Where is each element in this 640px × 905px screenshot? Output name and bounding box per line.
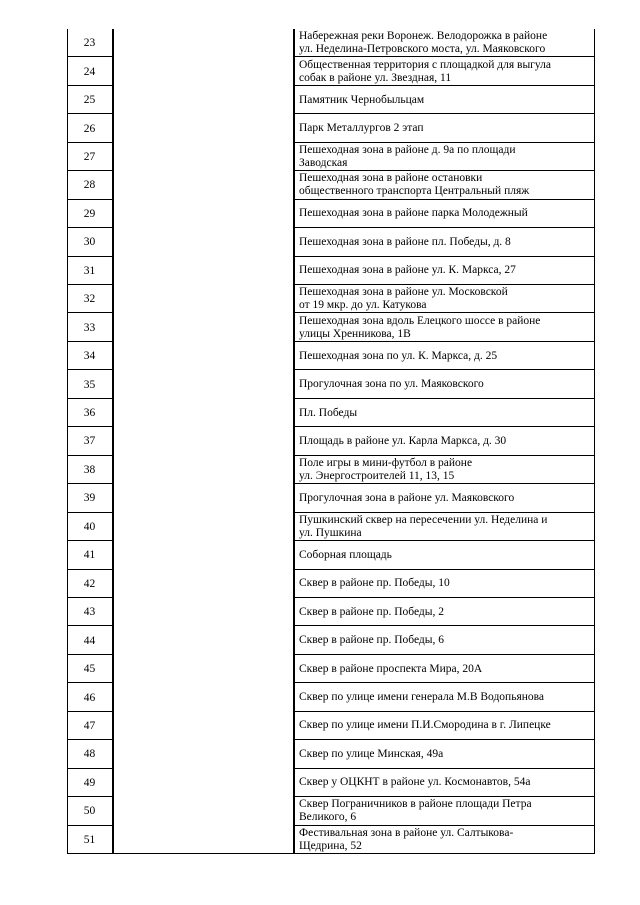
row-number: 30 — [83, 236, 96, 249]
territory-table — [67, 29, 595, 854]
row-number: 37 — [83, 435, 96, 448]
row-description: Фестивальная зона в районе ул. Салтыкова- Щедрина, 52 — [299, 826, 514, 852]
row-description: Поле игры в мини-футбол в районе ул. Энергостроителей 11, 13, 15 — [299, 456, 473, 482]
row-description: Сквер по улице Минская, 49а — [299, 747, 444, 760]
row-number: 50 — [83, 805, 96, 818]
table-row — [67, 769, 595, 797]
row-number: 29 — [83, 207, 96, 220]
table-row — [67, 513, 595, 541]
row-description: Сквер Пограничников в районе площади Петра Великого, 6 — [299, 798, 532, 824]
table-row — [67, 171, 595, 199]
row-description: Пешеходная зона в районе остановки общественного транспорта Центральный пляж — [299, 172, 530, 198]
row-number: 42 — [83, 577, 96, 590]
row-number: 33 — [83, 321, 96, 334]
row-description: Сквер в районе проспекта Мира, 20А — [299, 662, 483, 675]
table-row — [67, 484, 595, 512]
row-number: 43 — [83, 606, 96, 619]
row-description: Сквер в районе пр. Победы, 10 — [299, 577, 450, 590]
row-description: Соборная площадь — [299, 548, 392, 561]
row-number: 36 — [83, 407, 96, 420]
table-row — [67, 826, 595, 854]
row-number: 31 — [83, 264, 96, 277]
row-number: 39 — [83, 492, 96, 505]
row-number: 49 — [83, 776, 96, 789]
table-row — [67, 342, 595, 370]
table-row — [67, 143, 595, 171]
table-row — [67, 200, 595, 228]
row-number: 35 — [83, 378, 96, 391]
table-row — [67, 683, 595, 711]
row-description: Набережная реки Воронеж. Велодорожка в районе ул. Неделина-Петровского моста, ул. Маяковского — [299, 30, 548, 56]
row-divider — [293, 853, 595, 854]
row-number: 26 — [83, 122, 96, 135]
table-row — [67, 399, 595, 427]
row-description: Пушкинский сквер на пересечении ул. Неделина и ул. Пушкина — [299, 513, 548, 539]
row-number: 40 — [83, 520, 96, 533]
table-row — [67, 285, 595, 313]
row-description: Пешеходная зона в районе д. 9а по площади Заводская — [299, 144, 516, 169]
row-description: Сквер в районе пр. Победы, 2 — [299, 605, 444, 618]
row-number: 27 — [83, 151, 96, 163]
row-description: Сквер по улице имени генерала М.В Водопьянова — [299, 691, 545, 704]
row-number: 41 — [83, 549, 96, 562]
table-row — [67, 570, 595, 598]
row-number: 45 — [83, 663, 96, 676]
row-number: 46 — [83, 691, 96, 704]
table-row — [67, 257, 595, 285]
row-description: Пешеходная зона в районе ул. Московской от 19 мкр. до ул. Катукова — [299, 286, 508, 312]
table-row — [67, 114, 595, 142]
row-number: 24 — [83, 65, 96, 78]
row-number: 34 — [83, 350, 96, 363]
row-number: 48 — [83, 748, 96, 761]
table-row — [67, 86, 595, 114]
table-row — [67, 598, 595, 626]
table-row — [67, 797, 595, 825]
table-row — [67, 626, 595, 654]
table-row — [67, 456, 595, 484]
row-number: 23 — [83, 37, 96, 50]
row-number: 44 — [83, 634, 96, 647]
table-row — [67, 313, 595, 341]
row-divider — [67, 853, 112, 854]
table-row — [67, 712, 595, 740]
table-row — [67, 228, 595, 256]
row-description: Сквер у ОЦКНТ в районе ул. Космонавтов, 54а — [299, 776, 531, 789]
row-description: Прогулочная зона по ул. Маяковского — [299, 378, 484, 391]
row-description: Пешеходная зона вдоль Елецкого шоссе в районе улицы Хренникова, 1В — [299, 314, 541, 340]
table-row — [67, 427, 595, 455]
table-row — [67, 541, 595, 569]
row-number: 51 — [83, 833, 96, 846]
row-description: Прогулочная зона в районе ул. Маяковского — [299, 491, 515, 504]
table-row — [67, 740, 595, 768]
table-row — [67, 655, 595, 683]
table-row — [67, 57, 595, 85]
row-number: 47 — [83, 719, 96, 732]
row-description: Пл. Победы — [299, 406, 358, 419]
table-row — [67, 29, 595, 57]
row-number: 25 — [83, 94, 96, 107]
row-description: Площадь в районе ул. Карла Маркса, д. 30 — [299, 434, 507, 447]
table-row — [67, 370, 595, 398]
row-description: Пешеходная зона в районе пл. Победы, д. 8 — [299, 235, 511, 248]
row-description: Общественная территория с площадкой для выгула собак в районе ул. Звездная, 11 — [299, 58, 551, 84]
row-description: Пешеходная зона по ул. К. Маркса, д. 25 — [299, 349, 498, 362]
row-description: Памятник Чернобыльцам — [299, 93, 425, 106]
row-description: Парк Металлургов 2 этап — [299, 122, 424, 135]
row-description: Пешеходная зона в районе парка Молодежный — [299, 207, 528, 220]
row-number: 38 — [83, 463, 96, 476]
row-description: Пешеходная зона в районе ул. К. Маркса, 27 — [299, 264, 516, 277]
row-description: Сквер в районе пр. Победы, 6 — [299, 634, 444, 647]
row-number: 28 — [83, 179, 96, 192]
row-number: 32 — [83, 293, 96, 306]
row-description: Сквер по улице имени П.И.Смородина в г. Липецке — [299, 719, 551, 732]
